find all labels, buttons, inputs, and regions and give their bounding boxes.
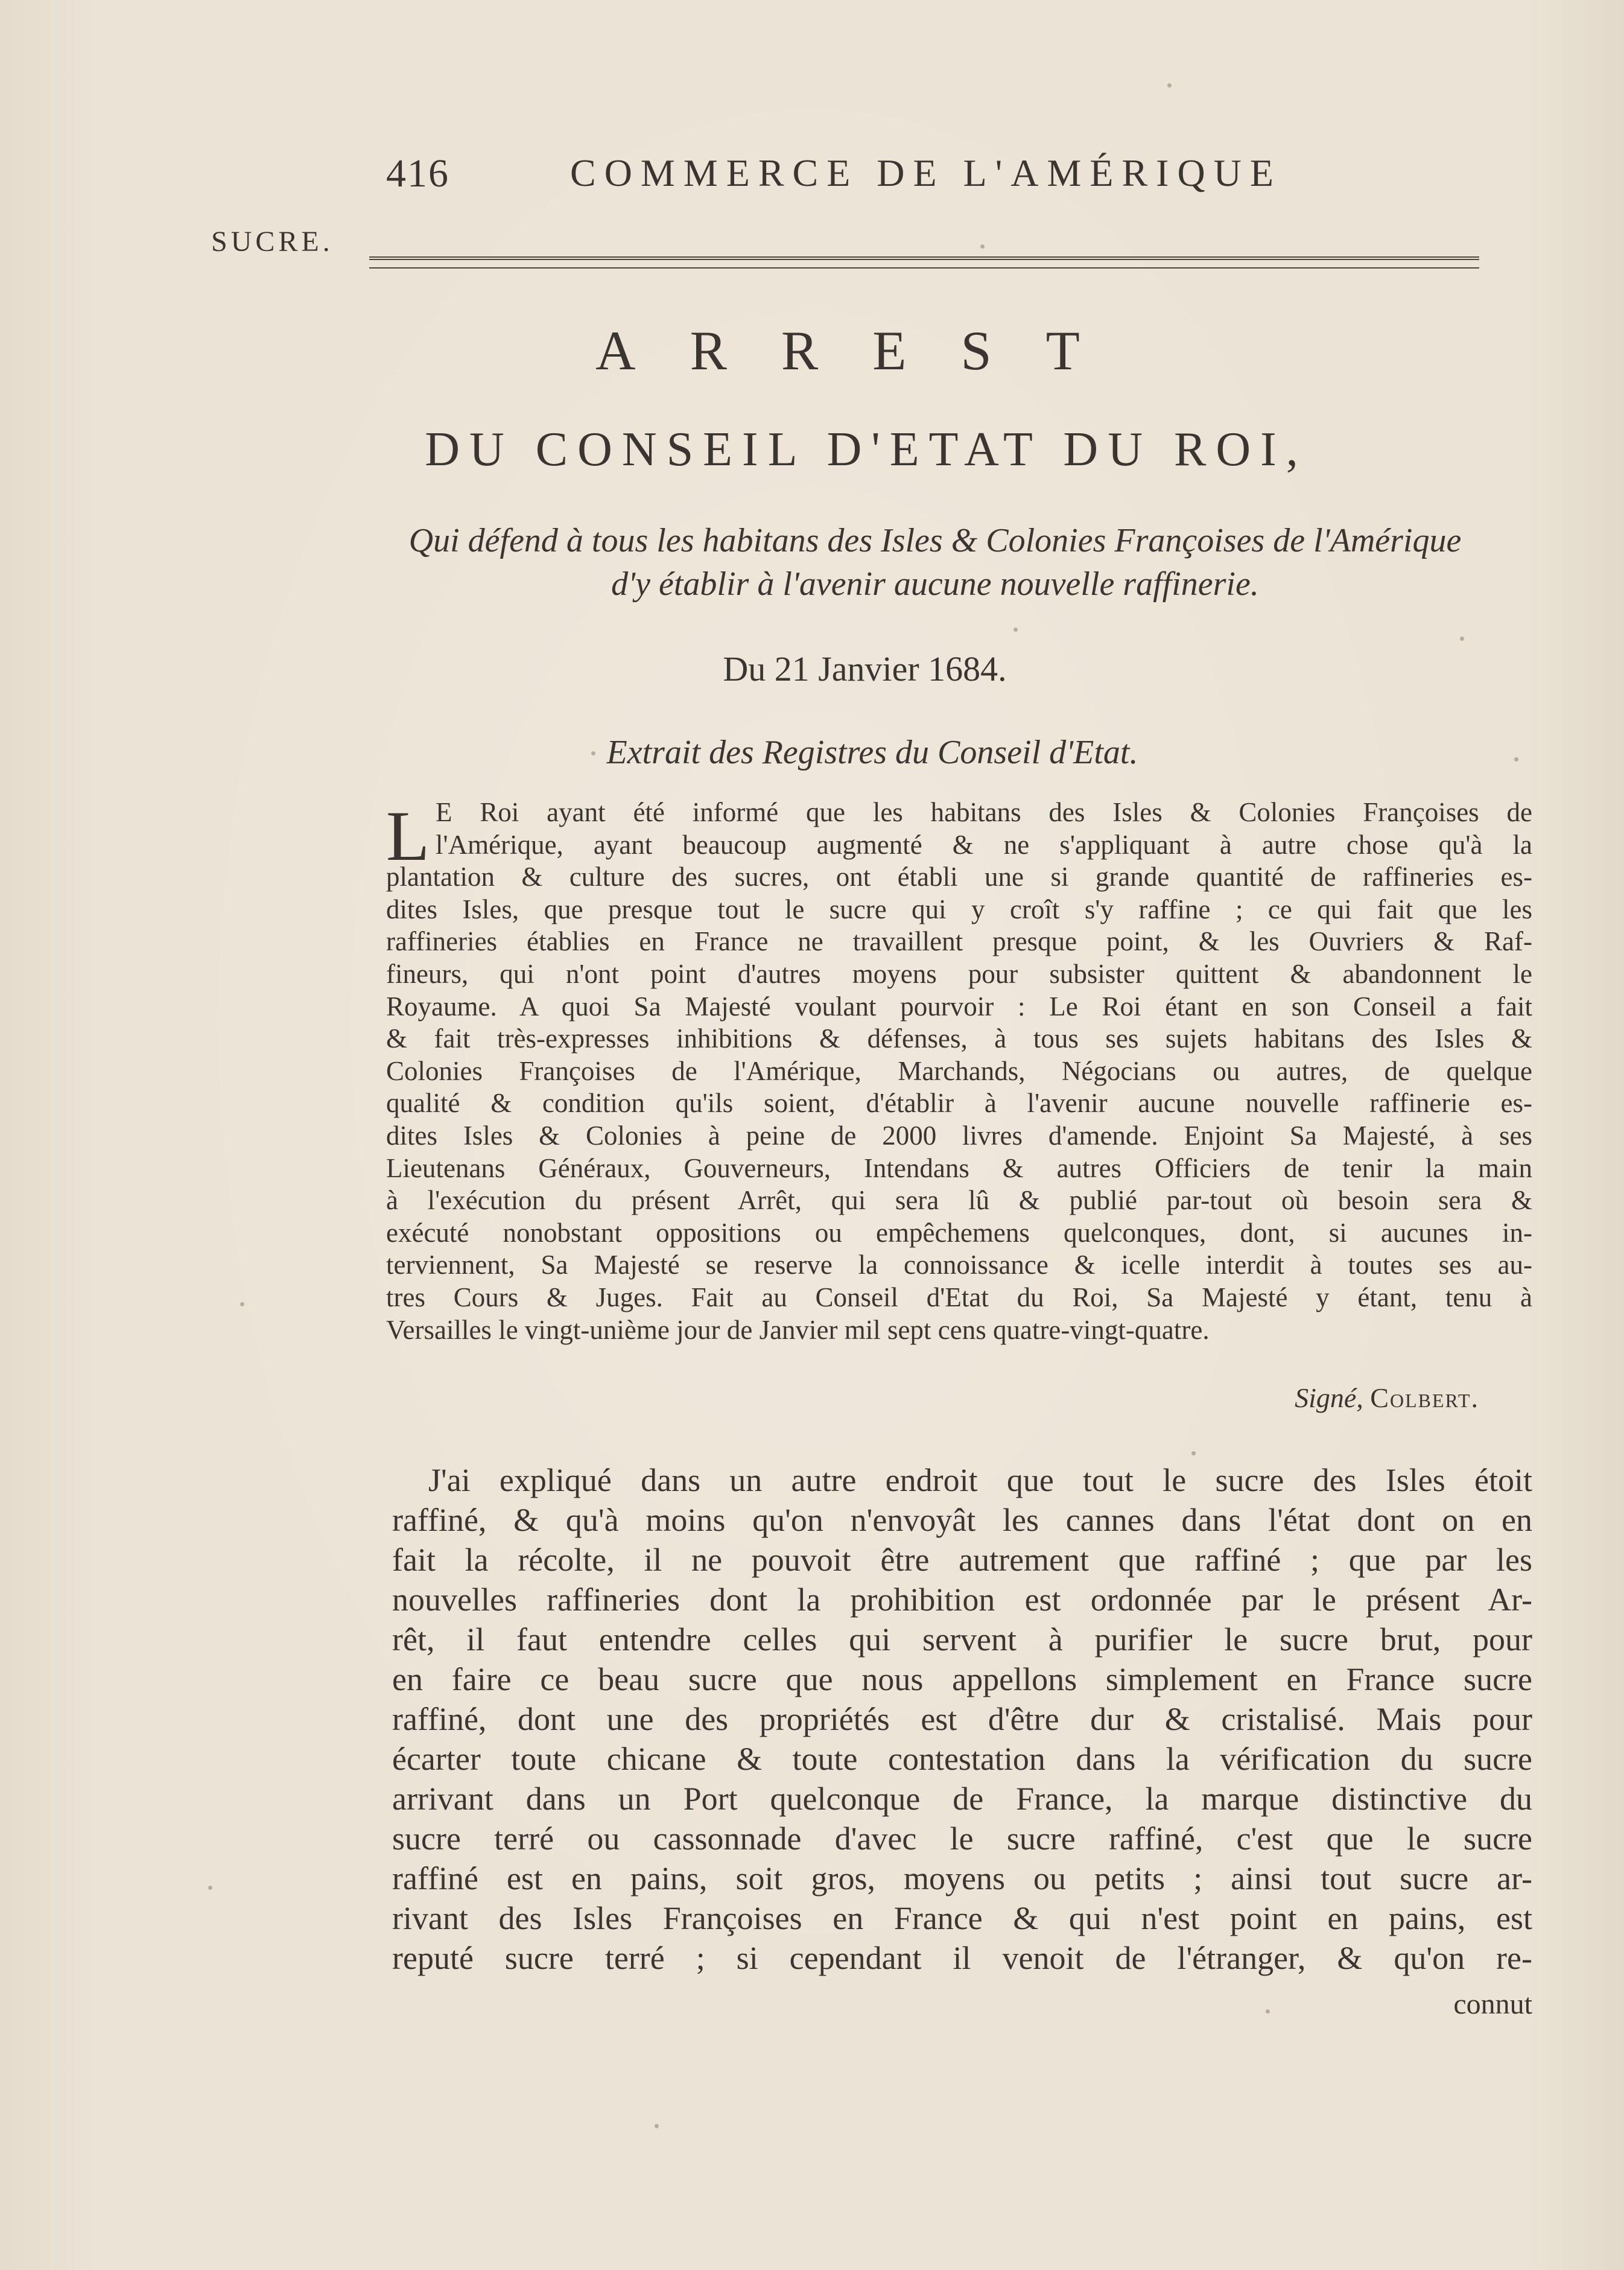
decree-line: fineurs, qui n'ont point d'autres moyens pour subsister quittent & abandonnent le <box>386 958 1532 989</box>
commentary-line: nouvelles raffineries dont la prohibition est ordonnée par le présent Ar- <box>392 1582 1532 1618</box>
paper-speck <box>1013 628 1018 632</box>
commentary-line: fait la récolte, il ne pouvoit être autrement que raffiné ; que par les <box>392 1542 1532 1578</box>
margin-note: SUCRE. <box>211 226 334 258</box>
paper-speck <box>1266 2009 1270 2014</box>
decree-line: l'Amérique, ayant beaucoup augmenté & ne s'appliquant à autre chose qu'à la <box>436 829 1532 860</box>
decree-line: Versailles le vingt-unième jour de Janvier mil sept cens quatre-vingt-quatre. <box>386 1314 1210 1345</box>
page-number: 416 <box>386 151 449 196</box>
paper-speck <box>1460 637 1464 641</box>
commentary-line: reputé sucre terré ; si cependant il venoit de l'étranger, & qu'on re- <box>392 1940 1532 1976</box>
signature <box>1295 1382 1479 1414</box>
decree-line: raffineries établies en France ne travaillent presque point, & les Ouvriers & Raf- <box>386 926 1532 957</box>
decree-title: ARREST <box>595 320 1134 381</box>
decree-line: qualité & condition qu'ils soient, d'établir à l'avenir aucune nouvelle raffinerie es- <box>386 1088 1532 1119</box>
decree-line: dites Isles & Colonies à peine de 2000 livres d'amende. Enjoint Sa Majesté, à ses <box>386 1120 1532 1151</box>
commentary-line: raffiné est en pains, soit gros, moyens ou petits ; ainsi tout sucre ar- <box>392 1860 1532 1896</box>
commentary-line: raffiné, dont une des propriétés est d'être dur & cristalisé. Mais pour <box>392 1701 1532 1737</box>
signature-name: Colbert. <box>1370 1382 1479 1413</box>
decree-line: terviennent, Sa Majesté se reserve la connoissance & icelle interdit à toutes ses au- <box>386 1250 1532 1280</box>
paper-speck <box>1167 83 1172 87</box>
decree-line: tres Cours & Juges. Fait au Conseil d'Etat du Roi, Sa Majesté y étant, tenu à <box>386 1282 1532 1312</box>
catchword: connut <box>1453 1988 1532 2020</box>
commentary-text <box>392 1460 1532 1978</box>
decree-text <box>386 796 1532 1346</box>
paper-speck <box>591 751 595 755</box>
decree-subtitle: DU CONSEIL D'ETAT DU ROI, <box>425 423 1308 476</box>
paper-speck <box>655 2124 659 2128</box>
drop-cap: L <box>386 796 430 876</box>
commentary-line: J'ai expliqué dans un autre endroit que tout le sucre des Isles étoit <box>428 1462 1532 1498</box>
decree-summary: Qui défend à tous les habitans des Isles & Colonies Françoises de l'Amérique d'y établir à l'avenir aucune nouvelle raffinerie. <box>408 522 1462 603</box>
commentary-line: rivant des Isles Françoises en France & qui n'est point en pains, est <box>392 1900 1532 1936</box>
paper-speck <box>980 244 985 249</box>
commentary-line: rêt, il faut entendre celles qui servent à purifier le sucre brut, pour <box>392 1621 1532 1658</box>
commentary-line: écarter toute chicane & toute contestation dans la vérification du sucre <box>392 1741 1532 1777</box>
paper-speck <box>1514 757 1518 761</box>
decree-date: Du 21 Janvier 1684. <box>723 649 1007 688</box>
decree-line: E Roi ayant été informé que les habitans des Isles & Colonies Françoises de <box>436 797 1532 827</box>
decree-line: Royaume. A quoi Sa Majesté voulant pourvoir : Le Roi étant en son Conseil a fait <box>386 991 1532 1022</box>
decree-line: Colonies Françoises de l'Amérique, Marchands, Négocians ou autres, de quelque <box>386 1055 1532 1086</box>
decree-line: dites Isles, que presque tout le sucre qui y croît s'y raffine ; ce qui fait que les <box>386 894 1532 924</box>
commentary-line: raffiné, & qu'à moins qu'on n'envoyât les cannes dans l'état dont on en <box>392 1502 1532 1538</box>
paper-speck <box>208 1886 212 1890</box>
commentary-line: en faire ce beau sucre que nous appellons simplement en France sucre <box>392 1661 1532 1697</box>
paper-speck <box>240 1302 244 1306</box>
commentary-line: sucre terré ou cassonnade d'avec le sucre raffiné, c'est que le sucre <box>392 1820 1532 1857</box>
paper-speck <box>1191 1451 1196 1455</box>
decree-line: & fait très-expresses inhibitions & défenses, à tous ses sujets habitans des Isles & <box>386 1023 1532 1054</box>
decree-line: à l'exécution du présent Arrêt, qui sera lû & publié par-tout où besoin sera & <box>386 1185 1532 1216</box>
header-rule <box>369 256 1479 269</box>
running-title: COMMERCE DE L'AMÉRIQUE <box>570 151 1282 194</box>
decree-line: plantation & culture des sucres, ont établi une si grande quantité de raffineries es- <box>386 862 1532 892</box>
decree-line: Lieutenans Généraux, Gouverneurs, Intendans & autres Officiers de tenir la main <box>386 1152 1532 1183</box>
extract-heading: Extrait des Registres du Conseil d'Etat. <box>606 734 1138 771</box>
commentary-line: arrivant dans un Port quelconque de France, la marque distinctive du <box>392 1781 1532 1817</box>
decree-line: exécuté nonobstant oppositions ou empêchemens quelconques, dont, si aucunes in- <box>386 1217 1532 1248</box>
signature-signed: Signé, <box>1295 1382 1363 1413</box>
